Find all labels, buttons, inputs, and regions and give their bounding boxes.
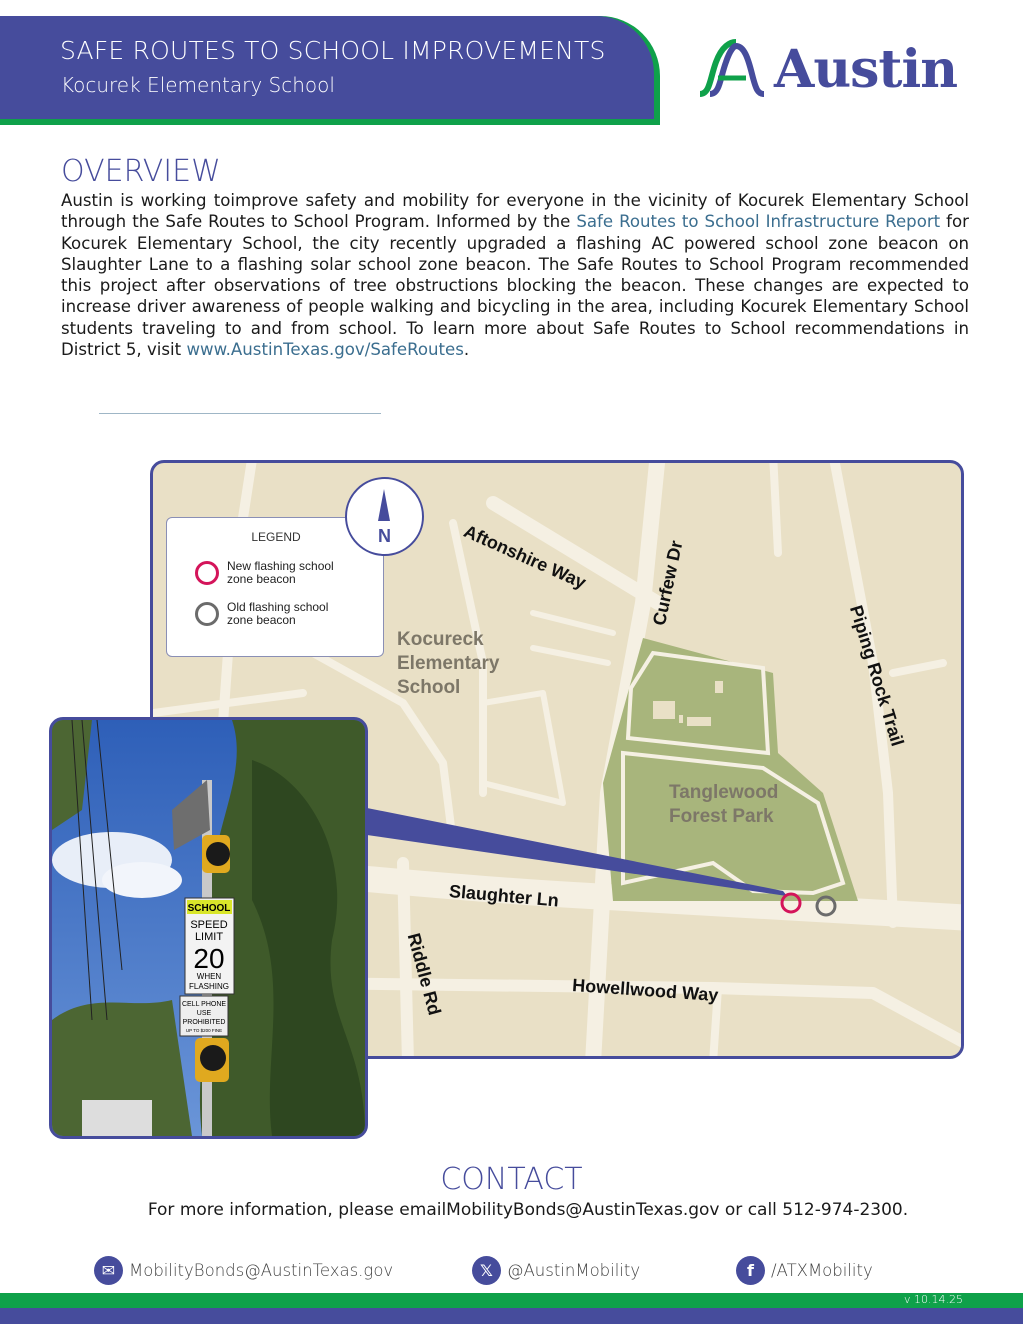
legend-item-new-beacon	[195, 560, 357, 586]
x-twitter-icon: 𝕏	[472, 1256, 501, 1285]
facebook-icon: f	[736, 1256, 765, 1285]
park-area	[603, 638, 858, 901]
street-label-piping-rock: Piping Rock Trail	[845, 603, 908, 749]
header-banner	[0, 16, 660, 125]
sign-speed-text: SPEED	[190, 919, 228, 931]
overview-paragraph	[61, 190, 969, 360]
contact-text: For more information, please emailMobilityBonds@AustinTexas.gov or call 512-974-2300.	[147, 1200, 909, 1220]
street-label-howellwood: Howellwood Way	[571, 975, 719, 1006]
street-label-slaughter: Slaughter Ln	[448, 881, 560, 911]
legend-label: Old flashing school zone beacon	[227, 600, 329, 627]
sign-flashing-text: FLASHING	[188, 982, 230, 991]
footer-twitter: @AustinMobility	[507, 1261, 641, 1280]
austin-logo-mark-icon	[696, 38, 766, 100]
footer-facebook: /ATXMobility	[771, 1261, 873, 1280]
safe-routes-link[interactable]: www.AustinTexas.gov/SafeRoutes	[186, 340, 464, 360]
overview-text: for Kocurek Elementary School, the city recently upgraded a flashing AC powered school zone beacon on Slaughter Lane to a flashing solar school zone beacon. The Safe Routes to School Program recommended this project after observations of tree obstructions blocking the beacon. These changes are expected to increase driver awareness of people walking and bicycling in the area, including Kocurek Elementary School students traveling to and from school. To learn more about Safe Routes to School recommendations in District 5, visit	[61, 212, 969, 360]
footer-green-bar	[0, 1293, 1023, 1308]
footer-facebook-link[interactable]	[736, 1256, 873, 1285]
sign-limit-text: LIMIT	[194, 931, 224, 943]
school-label: Kocureck Elementary School	[397, 629, 500, 698]
contact-heading: CONTACT	[440, 1162, 583, 1197]
page-title: SAFE ROUTES TO SCHOOL IMPROVEMENTS	[60, 36, 606, 65]
sign-school-text: SCHOOL	[187, 903, 231, 914]
beacon-photo-illustration	[52, 720, 365, 1136]
sign-prohibited-text: PROHIBITED	[182, 1019, 226, 1026]
overview-heading: OVERVIEW	[61, 154, 221, 189]
road-riddle	[403, 863, 408, 1056]
sign-fine-text: UP TO $200 FINE	[185, 1028, 223, 1033]
legend-item-old-beacon	[195, 601, 357, 627]
overview-text: .	[463, 340, 470, 360]
street-label-riddle: Riddle Rd	[403, 931, 445, 1018]
overview-text: Austin is working toimprove safety and mobility for everyone in the vicinity of Kocurek Elementary School through the Safe Routes to School Program. Informed by the	[61, 191, 969, 232]
divider	[99, 413, 381, 414]
legend-label: New flashing school zone beacon	[227, 559, 334, 586]
compass-label: N	[378, 526, 391, 546]
north-compass	[345, 477, 424, 556]
red-circle-icon	[195, 561, 219, 585]
austin-logo	[696, 38, 957, 100]
austin-logo-text: Austin	[774, 38, 958, 100]
street-label-curfew: Curfew Dr	[649, 538, 687, 628]
gray-circle-icon	[195, 602, 219, 626]
footer-blue-bar	[0, 1308, 1023, 1324]
footer-email: MobilityBonds@AustinTexas.gov	[129, 1261, 394, 1280]
street-label-aftonshire: Aftonshire Way	[460, 521, 589, 593]
footer-twitter-link[interactable]	[472, 1256, 640, 1285]
beacon-photo	[49, 717, 368, 1139]
sign-use-text: USE	[196, 1010, 212, 1017]
park-label: Tanglewood Forest Park	[669, 782, 779, 827]
envelope-icon: ✉	[94, 1256, 123, 1285]
sign-when-text: WHEN	[196, 972, 222, 981]
legend-title: LEGEND	[251, 530, 301, 544]
infrastructure-report-link[interactable]: Safe Routes to School Infrastructure Report	[576, 212, 941, 232]
version-label: v 10.14.25	[904, 1293, 963, 1306]
page-subtitle: Kocurek Elementary School	[61, 73, 335, 97]
footer-email-link[interactable]	[94, 1256, 393, 1285]
sign-number-text: 20	[193, 943, 225, 974]
sign-cell-text: CELL PHONE	[181, 1001, 227, 1008]
